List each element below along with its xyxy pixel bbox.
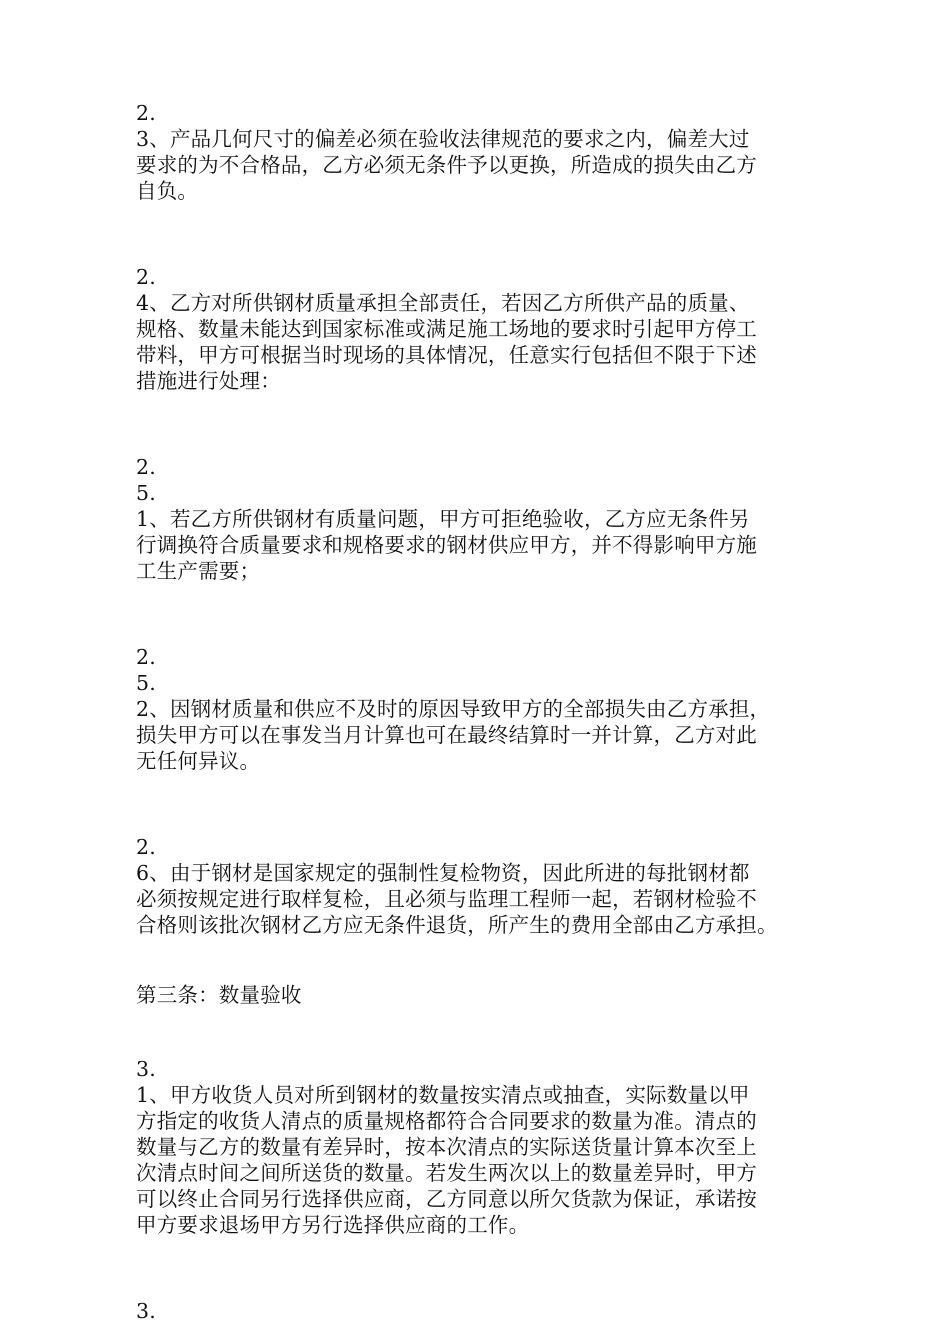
clause-3-2: [136, 1298, 826, 1324]
clause-number: 2.: [136, 265, 156, 289]
clause-2-3: [136, 100, 826, 204]
paragraph-spacer: [136, 1238, 826, 1298]
clause-2-4: [136, 264, 826, 394]
clause-2-6: [136, 834, 826, 938]
clause-number: 2.: [136, 645, 156, 669]
paragraph-line: 1、甲方收货人员对所到钢材的数量按实清点或抽查，实际数量以甲: [136, 1083, 750, 1107]
clause-number: 2.: [136, 101, 156, 125]
paragraph-line: 数量与乙方的数量有差异时，按本次清点的实际送货量计算本次至上: [136, 1135, 757, 1159]
paragraph-line: 工生产需要；: [136, 559, 261, 583]
section-title: 第三条：数量验收: [136, 983, 302, 1007]
clause-number: 2.: [136, 455, 156, 479]
document-page: [136, 100, 826, 1324]
clause-2-5-1: [136, 454, 826, 584]
clause-number: 5.: [136, 481, 156, 505]
paragraph-line: 损失甲方可以在事发当月计算也可在最终结算时一并计算，乙方对此: [136, 723, 757, 747]
paragraph-line: 次清点时间之间所送货的数量。若发生两次以上的数量差异时，甲方: [136, 1161, 757, 1185]
paragraph-line: 措施进行处理：: [136, 369, 281, 393]
clause-3-1: [136, 1056, 826, 1238]
paragraph-line: 1、若乙方所供钢材有质量问题，甲方可拒绝验收，乙方应无条件另: [136, 507, 750, 531]
paragraph-line: 无任何异议。: [136, 749, 261, 773]
paragraph-line: 必须按规定进行取样复检，且必须与监理工程师一起，若钢材检验不: [136, 887, 757, 911]
paragraph-spacer: [136, 774, 826, 834]
paragraph-line: 行调换符合质量要求和规格要求的钢材供应甲方，并不得影响甲方施: [136, 533, 757, 557]
paragraph-line: 自负。: [136, 179, 199, 203]
paragraph-spacer: [136, 584, 826, 644]
paragraph-line: 3、产品几何尺寸的偏差必须在验收法律规范的要求之内，偏差大过: [136, 127, 750, 151]
paragraph-line: 6、由于钢材是国家规定的强制性复检物资，因此所进的每批钢材都: [136, 861, 750, 885]
paragraph-line: 可以终止合同另行选择供应商，乙方同意以所欠货款为保证，承诺按: [136, 1187, 757, 1211]
paragraph-line: 规格、数量未能达到国家标准或满足施工场地的要求时引起甲方停工: [136, 317, 757, 341]
paragraph-line: 带料，甲方可根据当时现场的具体情况，任意实行包括但不限于下述: [136, 343, 757, 367]
paragraph-line: 合格则该批次钢材乙方应无条件退货，所产生的费用全部由乙方承担。: [136, 913, 778, 937]
paragraph-line: 4、乙方对所供钢材质量承担全部责任，若因乙方所供产品的质量、: [136, 291, 750, 315]
paragraph-spacer: [136, 204, 826, 264]
section-heading: [136, 982, 826, 1008]
clause-2-5-2: [136, 644, 826, 774]
clause-number: 3.: [136, 1057, 156, 1081]
paragraph-spacer: [136, 394, 826, 454]
paragraph-spacer: [136, 938, 826, 982]
paragraph-line: 2、因钢材质量和供应不及时的原因导致甲方的全部损失由乙方承担，: [136, 697, 771, 721]
paragraph-line: 要求的为不合格品，乙方必须无条件予以更换，所造成的损失由乙方: [136, 153, 757, 177]
paragraph-line: 甲方要求退场甲方另行选择供应商的工作。: [136, 1213, 530, 1237]
clause-number: 2.: [136, 835, 156, 859]
paragraph-line: 方指定的收货人清点的质量规格都符合合同要求的数量为准。清点的: [136, 1109, 757, 1133]
clause-number: 3.: [136, 1299, 156, 1323]
clause-number: 5.: [136, 671, 156, 695]
paragraph-spacer: [136, 1008, 826, 1056]
